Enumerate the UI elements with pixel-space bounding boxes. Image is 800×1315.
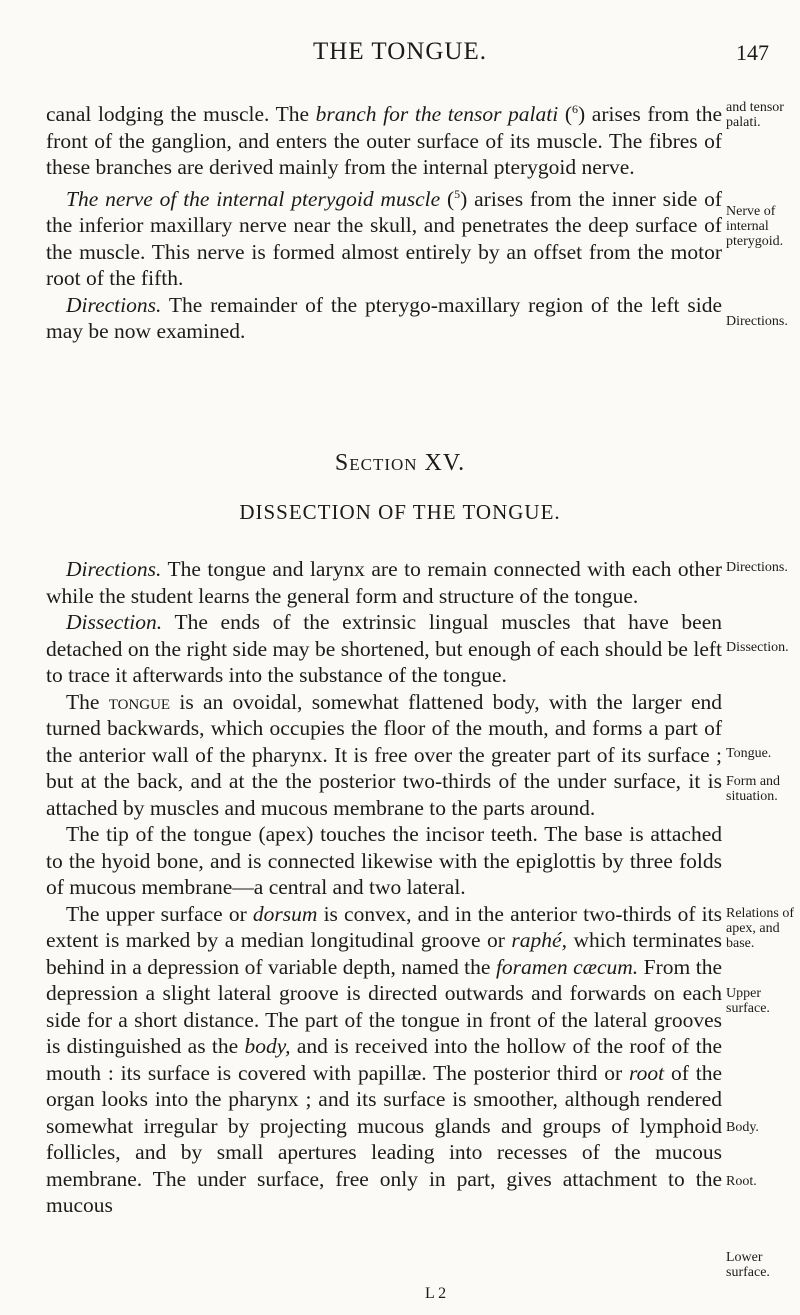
sidenote-dissection: Dissection. xyxy=(726,640,789,655)
paragraph-directions-top: Directions. The remainder of the pterygo-maxillary region of the left side may be now examined. xyxy=(46,292,722,344)
sidenote-directions-2: Directions. xyxy=(726,560,788,575)
paragraph-apex-base: The tip of the tongue (apex) touches the incisor teeth. The base is attached to the hyoid bone, and is connected likewise with the epiglottis by three folds of mucous membrane—a central and two lateral. xyxy=(46,822,722,899)
paragraph-directions: Directions. The tongue and larynx are to remain connected with each other while the student learns the general form and structure of the tongue. xyxy=(46,557,722,608)
sidenote-relations: Relations of apex, and base. xyxy=(726,906,795,951)
paragraph-tongue-form: The tongue is an ovoidal, somewhat flattened body, with the larger end turned backwards, which occupies the floor of the mouth, and forms a part of the anterior wall of the pharynx. It is free over the greater part of its surface ; but at the back, and at the the posterior two-thirds of the under surface, it is attached by muscles and mucous membrane to the parts around. xyxy=(46,689,722,820)
sidenote-tongue: Tongue. xyxy=(726,746,772,761)
sidenote-nerve: Nerve of internal pterygoid. xyxy=(726,204,784,249)
page-title: THE TONGUE. xyxy=(313,38,487,65)
paragraph-upper-surface: The upper surface or dorsum is convex, and in the anterior two-thirds of its extent is marked by a median longitudinal groove or raphé, which terminates behind in a depression of variable depth, named the foramen cæcum. From the depression a slight lateral groove is directed outwards and forwards on each side for a short distance. The part of the tongue in front of the lateral grooves is distinguished as the body, and is received into the hollow of the roof of the mouth : its surface is covered with papillæ. The posterior third or root of the organ looks into the pharynx ; and its surface is smoother, although rendered somewhat irregular by projecting mucous glands and groups of lymphoid follicles, and by small apertures leading into recesses of the mucous membrane. The under surface, free only in part, gives attachment to the mucous xyxy=(46,901,722,1217)
running-head xyxy=(0,38,800,68)
paragraph-nerve-internal-pterygoid: The nerve of the internal pterygoid muscle ($^5$) arises from the inner side of the inferior maxillary nerve near the skull, and penetrates the deep surface of the muscle. This nerve is formed almost entirely by an offset from the motor root of the fifth. xyxy=(46,186,723,291)
section-label: Section XV. xyxy=(334,450,466,476)
sidenote-body: Body. xyxy=(726,1120,759,1135)
sidenote-tensor: and tensor palati. xyxy=(726,100,784,130)
signature-mark: L 2 xyxy=(425,1285,447,1302)
sidenote-form: Form and situation. xyxy=(726,774,781,804)
paragraph-tensor-branch: canal lodging the muscle. The branch for the tensor palati ($^6$) arises from the front of the ganglion, and enters the outer surface of its muscle. The fibres of these branches are derived mainly from the internal pterygoid nerve. xyxy=(46,102,722,180)
text-block-top xyxy=(46,96,722,345)
text-block-main xyxy=(46,556,722,1219)
sidenote-directions-1: Directions. xyxy=(726,314,788,329)
section-heading: DISSECTION OF THE TONGUE. xyxy=(239,500,561,524)
page-number: 147 xyxy=(736,40,769,65)
sidenote-lower: Lower surface. xyxy=(726,1250,770,1280)
paragraph-dissection: Dissection. The ends of the extrinsic lingual muscles that have been detached on the right side may be shortened, but enough of each should be left to trace it afterwards into the substance of the tongue. xyxy=(46,610,722,687)
sidenote-upper: Upper surface. xyxy=(726,986,770,1016)
sidenote-root: Root. xyxy=(726,1174,757,1189)
